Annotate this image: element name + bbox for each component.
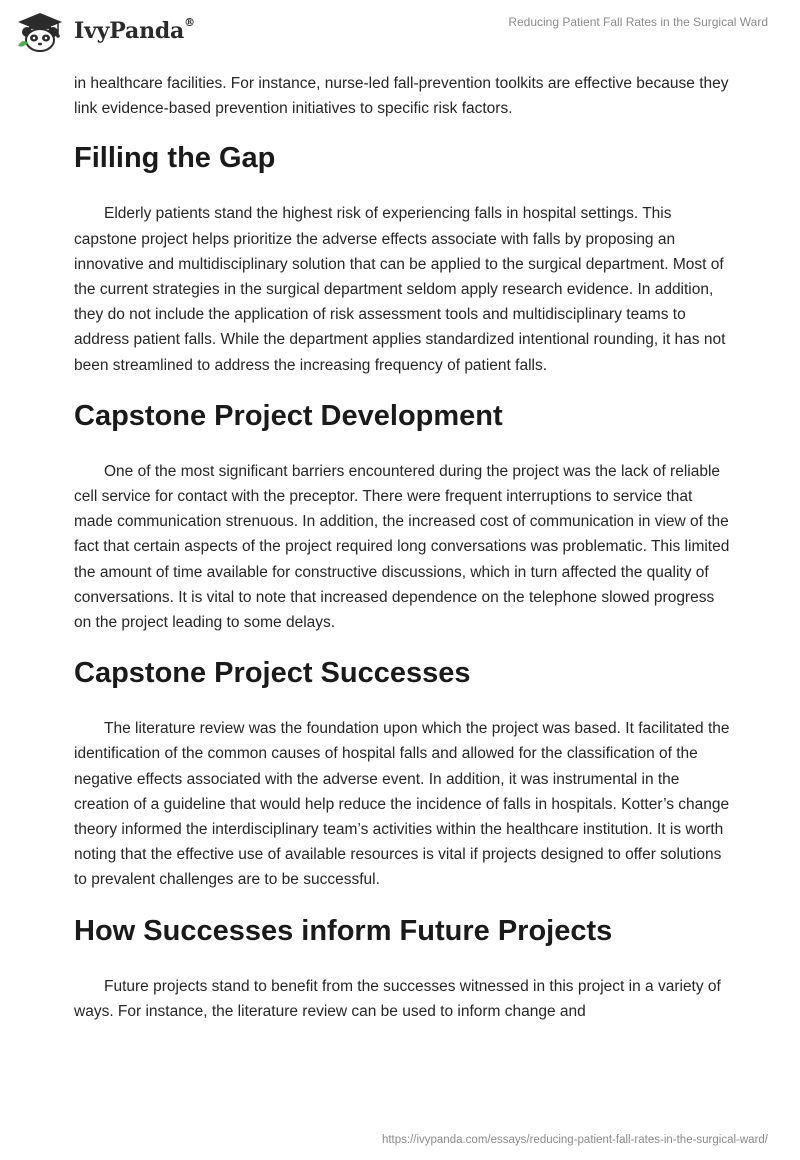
- heading-capstone-project-successes: Capstone Project Successes: [74, 657, 471, 690]
- panda-graduate-icon: [14, 10, 66, 52]
- essay-content: [74, 70, 734, 1024]
- paragraph-capstone-project-successes: The literature review was the foundation upon which the project was based. It facilitated the identification of the common causes of hospital falls and allowed for the classification of the negative effects associated with the adverse event. In addition, it was instrumental in the creation of a guideline that would help reduce the incidence of falls in hospitals. Kotter’s change theory informed the interdisciplinary team’s activities within the healthcare institution. It is worth noting that the effective use of available resources is vital if projects designed to offer solutions to prevalent challenges are to be successful.: [74, 720, 730, 889]
- paragraph-filling-the-gap: Elderly patients stand the highest risk of experiencing falls in hospital settings. This capstone project helps prioritize the adverse effects associate with falls by proposing an innovative and multidisciplinary solution that can be applied to the surgical department. Most of the current strategies in the surgical department seldom apply research evidence. In addition, they do not include the application of risk assessment tools and multidisciplinary teams to address patient falls. While the department applies standardized intentional rounding, it has not been streamlined to address the increasing frequency of patient falls.: [74, 205, 726, 374]
- brand-logo[interactable]: [14, 10, 195, 52]
- intro-paragraph: in healthcare facilities. For instance, nurse-led fall-prevention toolkits are effective because they link evidence-based prevention initiatives to specific risk factors.: [74, 75, 729, 118]
- source-url[interactable]: https://ivypanda.com/essays/reducing-patient-fall-rates-in-the-surgical-ward/: [381, 1134, 768, 1146]
- paragraph-how-successes-inform-future-projects: Future projects stand to benefit from the successes witnessed in this project in a variety of ways. For instance, the literature review can be used to inform change and: [74, 977, 721, 1020]
- page-header: [0, 0, 800, 70]
- paragraph-capstone-project-development: One of the most significant barriers encountered during the project was the lack of reliable cell service for contact with the preceptor. There were frequent interruptions to service that made communication strenuous. In addition, the increased cost of communication in view of the fact that certain aspects of the project required long conversations was problematic. This limited the amount of time available for constructive discussions, which in turn affected the quality of conversations. It is vital to note that increased dependence on the telephone slowed progress on the project leading to some delays.: [74, 462, 730, 632]
- heading-capstone-project-development: Capstone Project Development: [74, 399, 503, 432]
- document-title: Reducing Patient Fall Rates in the Surgical Ward: [508, 15, 768, 29]
- heading-how-successes-inform-future-projects: How Successes inform Future Projects: [74, 914, 613, 947]
- heading-filling-the-gap: Filling the Gap: [74, 142, 276, 175]
- brand-name: IvyPanda®: [74, 15, 195, 44]
